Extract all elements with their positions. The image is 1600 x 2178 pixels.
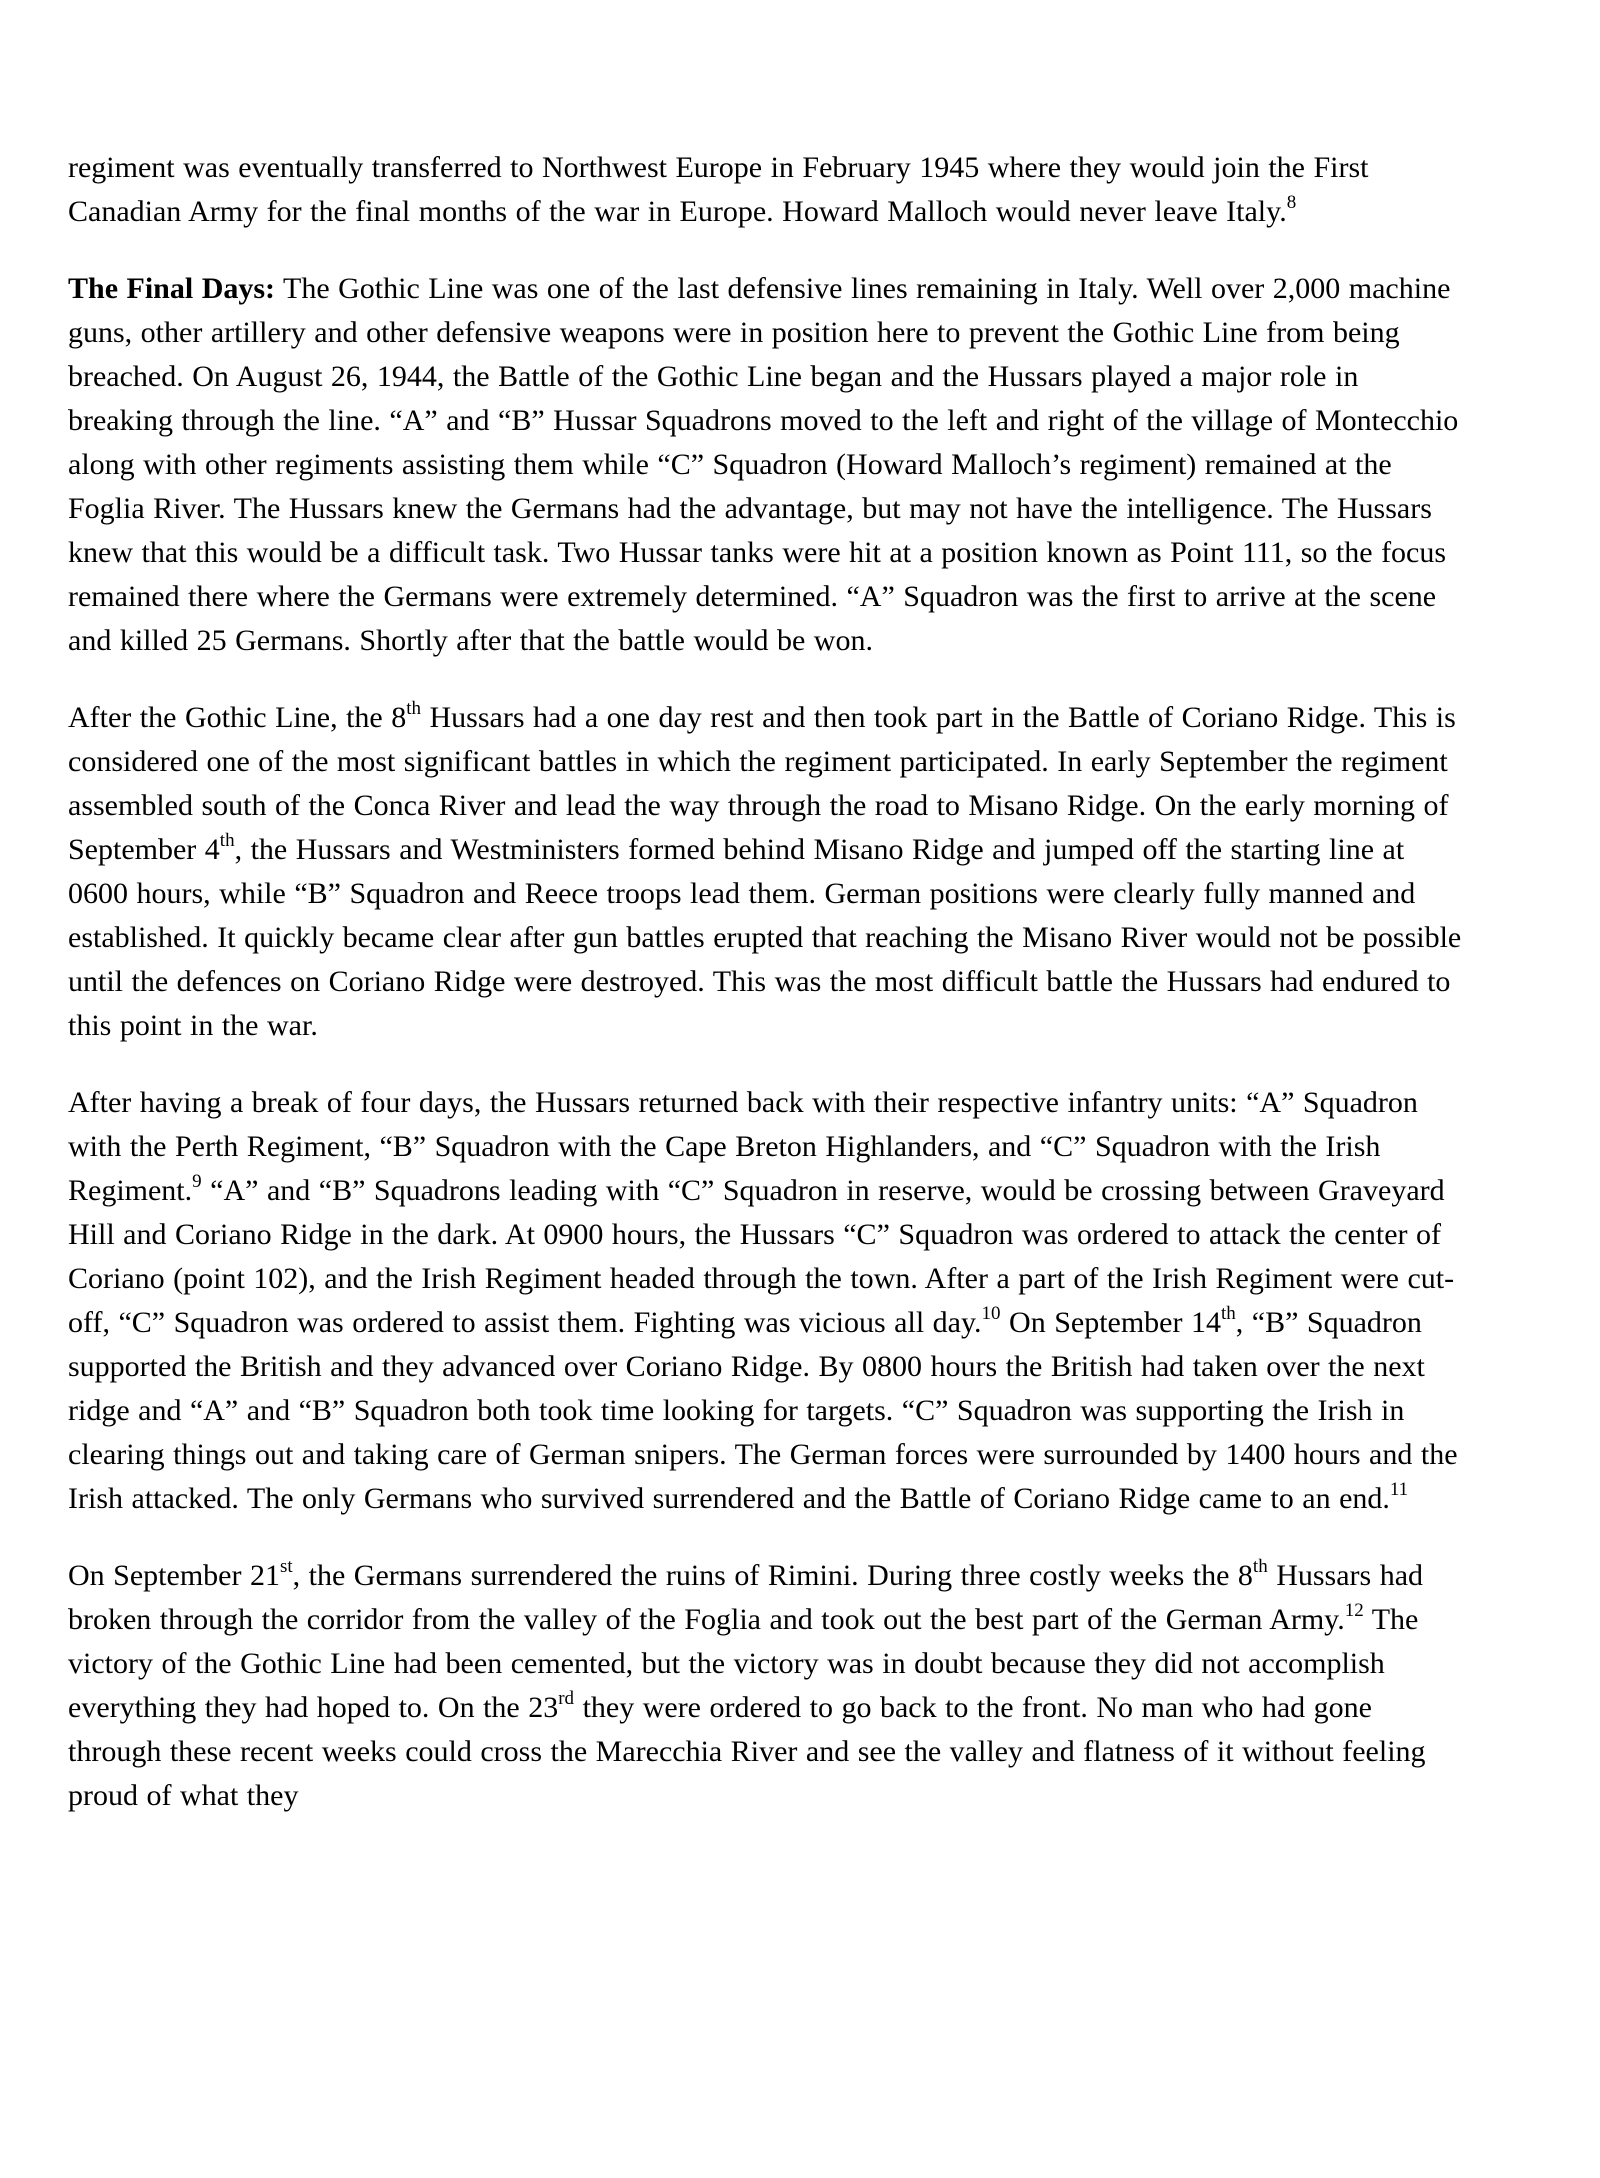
text-run: Hussars had broken through the corridor from the valley of the Foglia and took out the best part of the German Army. xyxy=(68,1559,1424,1636)
footnote-reference: rd xyxy=(558,1688,575,1709)
text-run: On September 21 xyxy=(68,1559,280,1592)
paragraph-four-day-break xyxy=(68,1081,1464,1521)
footnote-reference: 12 xyxy=(1344,1600,1364,1621)
text-run: “A” and “B” Squadrons leading with “C” Squadron in reserve, would be crossing between Graveyard Hill and Coriano Ridge in the dark. At 0900 hours, the Hussars “C” Squadron was ordered to attack the center of Coriano (point 102), and the Irish Regiment headed through the town. After a part of the Irish Regiment were cut-off, “C” Squadron was ordered to assist them. Fighting was vicious all day. xyxy=(68,1174,1455,1339)
text-run: they were ordered to go back to the front. No man who had gone through these recent weeks could cross the Marecchia River and see the valley and flatness of it without feeling proud of what they xyxy=(68,1691,1426,1812)
footnote-reference: th xyxy=(219,830,235,851)
text-run: The Gothic Line was one of the last defensive lines remaining in Italy. Well over 2,000 machine guns, other artillery and other defensive weapons were in position here to prevent the Gothic Line from being breached. On August 26, 1944, the Battle of the Gothic Line began and the Hussars played a major role in breaking through the line. “A” and “B” Hussar Squadrons moved to the left and right of the village of Montecchio along with other regiments assisting them while “C” Squadron (Howard Malloch’s regiment) remained at the Foglia River. The Hussars knew the Germans had the advantage, but may not have the intelligence. The Hussars knew that this would be a difficult task. Two Hussar tanks were hit at a position known as Point 111, so the focus remained there where the Germans were extremely determined. “A” Squadron was the first to arrive at the scene and killed 25 Germans. Shortly after that the battle would be won. xyxy=(68,272,1459,657)
footnote-reference: 11 xyxy=(1389,1479,1409,1500)
footnote-reference: 10 xyxy=(981,1303,1001,1324)
bold-text-run: The Final Days: xyxy=(68,272,276,305)
text-run: , the Germans surrendered the ruins of Rimini. During three costly weeks the 8 xyxy=(292,1559,1253,1592)
paragraph-coriano-ridge xyxy=(68,696,1464,1048)
footnote-reference: 9 xyxy=(192,1171,202,1192)
footnote-reference: st xyxy=(279,1556,293,1577)
footnote-reference: th xyxy=(1221,1303,1236,1324)
text-run: After having a break of four days, the Hussars returned back with their respective infantry units: “A” Squadron with the Perth Regiment, “B” Squadron with the Cape Breton Highlanders, and “C” Squadron with the Irish Regiment. xyxy=(68,1086,1418,1207)
paragraph-rimini-surrender xyxy=(68,1554,1464,1818)
text-run: After the Gothic Line, the 8 xyxy=(68,701,407,734)
paragraph-final-days xyxy=(68,267,1464,663)
document-body xyxy=(68,146,1464,1818)
footnote-reference: th xyxy=(406,698,422,719)
text-run: , the Hussars and Westministers formed behind Misano Ridge and jumped off the starting line at 0600 hours, while “B” Squadron and Reece troops lead them. German positions were clearly fully manned and established. It quickly became clear after gun battles erupted that reaching the Misano River would not be possible until the defences on Coriano Ridge were destroyed. This was the most difficult battle the Hussars had endured to this point in the war. xyxy=(68,833,1462,1042)
text-run: regiment was eventually transferred to Northwest Europe in February 1945 where they would join the First Canadian Army for the final months of the war in Europe. Howard Malloch would never leave Italy. xyxy=(68,151,1369,228)
text-run: , “B” Squadron supported the British and they advanced over Coriano Ridge. By 0800 hours the British had taken over the next ridge and “A” and “B” Squadron both took time looking for targets. “C” Squadron was supporting the Irish in clearing things out and taking care of German snipers. The German forces were surrounded by 1400 hours and the Irish attacked. The only Germans who survived surrendered and the Battle of Coriano Ridge came to an end. xyxy=(68,1306,1458,1515)
paragraph-intro-continuation xyxy=(68,146,1464,234)
text-run: On September 14 xyxy=(1000,1306,1221,1339)
text-run: Hussars had a one day rest and then took part in the Battle of Coriano Ridge. This is considered one of the most significant battles in which the regiment participated. In early September the regiment assembled south of the Conca River and lead the way through the road to Misano Ridge. On the early morning of September 4 xyxy=(68,701,1456,866)
text-run: The victory of the Gothic Line had been cemented, but the victory was in doubt because they did not accomplish everything they had hoped to. On the 23 xyxy=(68,1603,1419,1724)
footnote-reference: 8 xyxy=(1286,192,1297,213)
footnote-reference: th xyxy=(1252,1556,1268,1577)
